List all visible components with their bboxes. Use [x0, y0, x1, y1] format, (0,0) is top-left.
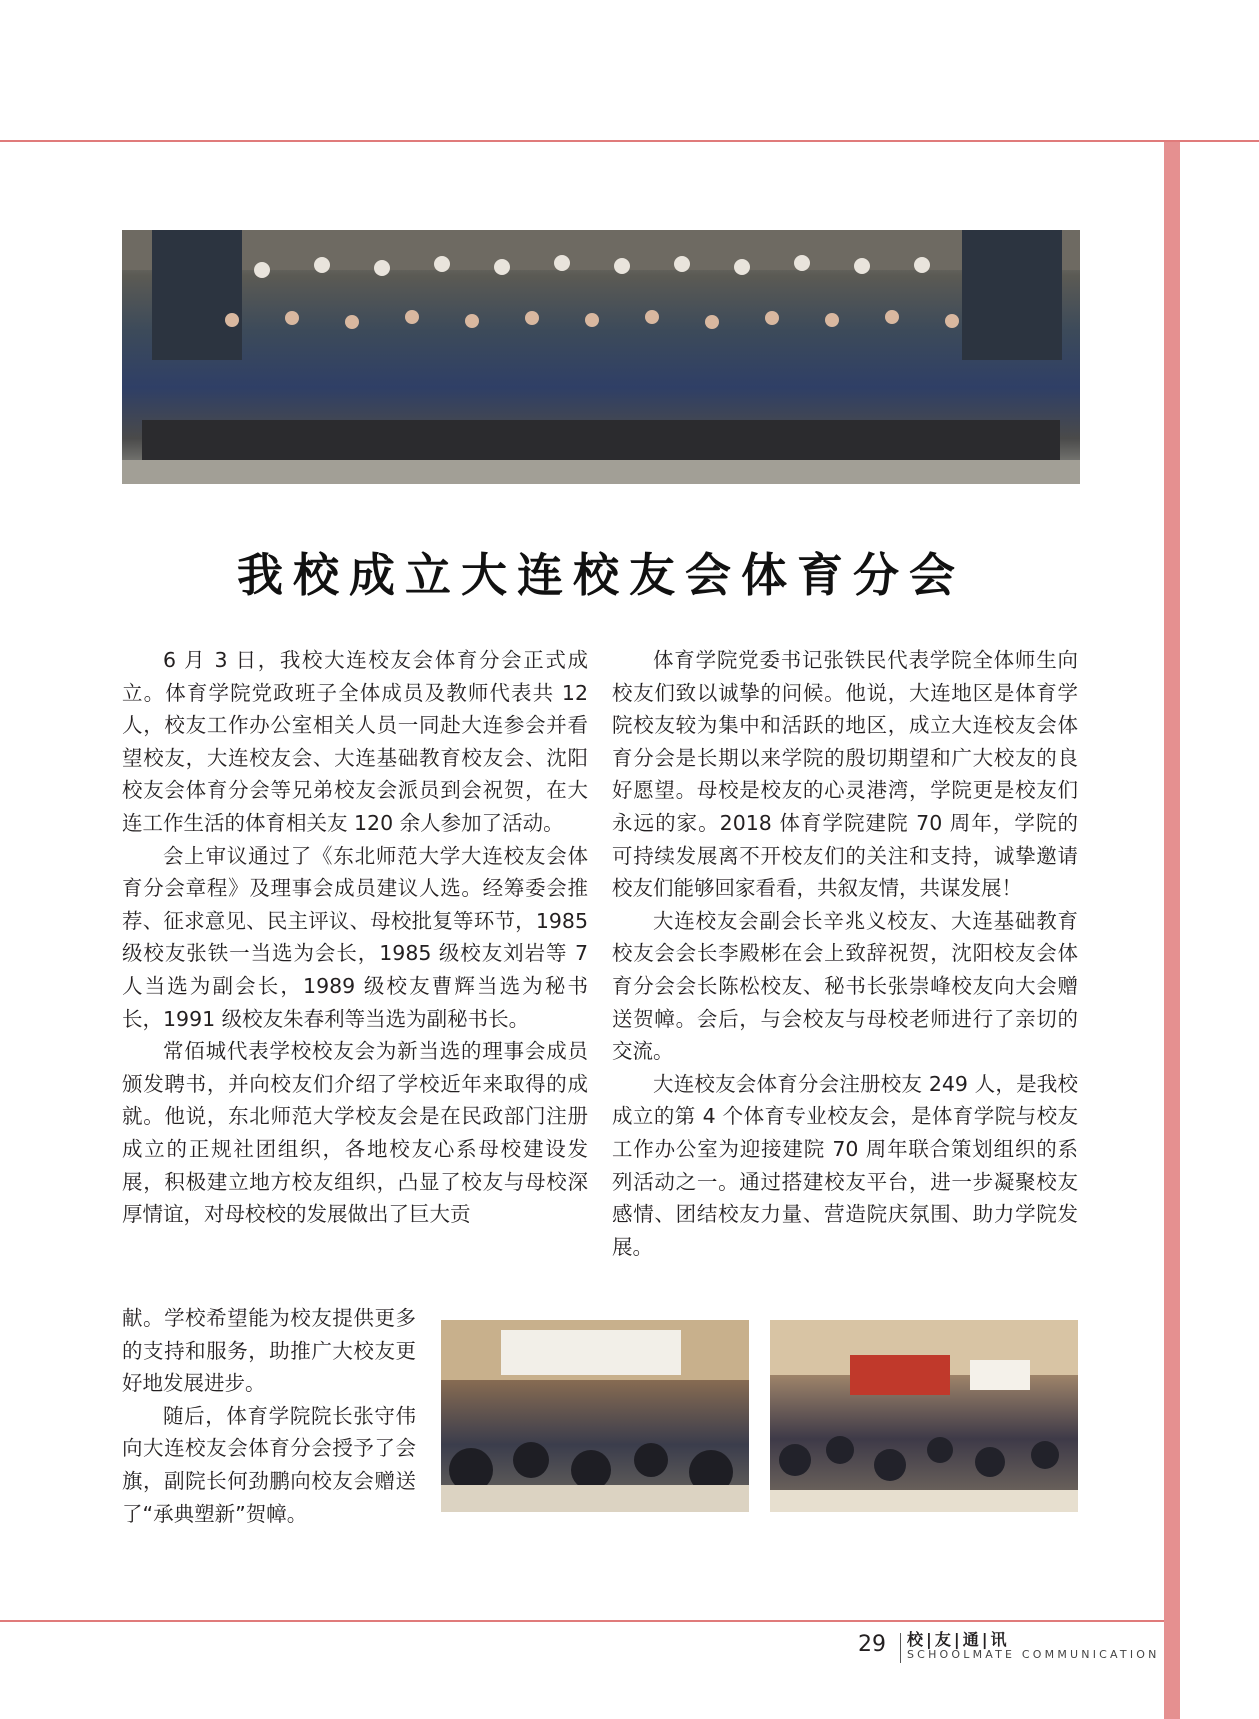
footer-rule [0, 1620, 1164, 1622]
page-number: 29 [858, 1632, 886, 1657]
paragraph: 献。学校希望能为校友提供更多的支持和服务，助推广大校友更好地发展进步。 [122, 1306, 416, 1396]
paragraph: 体育学院党委书记张铁民代表学院全体师生向校友们致以诚挚的问候。他说，大连地区是体育学院校友较为集中和活跃的地区，成立大连校友会体育分会是长期以来学院的殷切期望和广大校友的良好愿望。母校是校友的心灵港湾，学院更是校友们永远的家。2018 体育学院建院 70 周年，学院的可持续发展离不开校友们的关注和支持，诚挚邀请校友们能够回家看看，共叙友情，共谋发展！ [612, 648, 1078, 901]
meeting-photo-hall [770, 1320, 1078, 1512]
group-photo [122, 230, 1080, 484]
article-right-column [612, 644, 1078, 1263]
paragraph: 大连校友会副会长辛兆义校友、大连基础教育校友会会长李殿彬在会上致辞祝贺，沈阳校友会体育分会会长陈松校友、秘书长张崇峰校友向大会赠送贺幛。会后，与会校友与母校老师进行了亲切的交流。 [612, 908, 1078, 1064]
article-title: 我校成立大连校友会体育分会 [237, 548, 965, 602]
paragraph: 6 月 3 日，我校大连校友会体育分会正式成立。体育学院党政班子全体成员及教师代表共 12 人，校友工作办公室相关人员一同赴大连参会并看望校友，大连校友会、大连基础教育校友会、沈阳校友会体育分会等兄弟校友会派员到会祝贺，在大连工作生活的体育相关友 120 余人参加了活动。 [122, 648, 588, 835]
paragraph: 随后，体育学院院长张守伟向大连校友会体育分会授予了会旗，副院长何劲鹏向校友会赠送了“承典塑新”贺幛。 [122, 1403, 416, 1526]
header-rule [0, 140, 1259, 142]
masthead-divider [900, 1633, 901, 1663]
paragraph: 会上审议通过了《东北师范大学大连校友会体育分会章程》及理事会成员建议人选。经筹委会推荐、征求意见、民主评议、母校批复等环节，1985 级校友张铁一当选为会长，1985 级校友刘岩等 7 人当选为副会长，1989 级校友曹辉当选为秘书长，1991 级校友朱春利等当选为副秘书长。 [122, 843, 588, 1031]
meeting-photo-audience [441, 1320, 749, 1512]
paragraph: 常佰城代表学校校友会为新当选的理事会成员颁发聘书，并向校友们介绍了学校近年来取得的成就。他说，东北师范大学校友会是在民政部门注册成立的正规社团组织，各地校友心系母校建设发展，积极建立地方校友组织，凸显了校友与母校深厚情谊，对母校校的发展做出了巨大贡 [122, 1039, 588, 1227]
article-left-column-continued [122, 1302, 416, 1530]
masthead-title: 校|友|通|讯 [907, 1630, 1010, 1649]
article-left-column [122, 644, 588, 1231]
paragraph: 大连校友会体育分会注册校友 249 人，是我校成立的第 4 个体育专业校友会，是体育学院与校友工作办公室为迎接建院 70 周年联合策划组织的系列活动之一。通过搭建校友平台，进一步凝聚校友感情、团结校友力量、营造院庆氛围、助力学院发展。 [612, 1071, 1078, 1259]
masthead-subtitle: SCHOOLMATE COMMUNICATION [907, 1648, 1160, 1661]
page-edge-bar [1164, 142, 1180, 1719]
